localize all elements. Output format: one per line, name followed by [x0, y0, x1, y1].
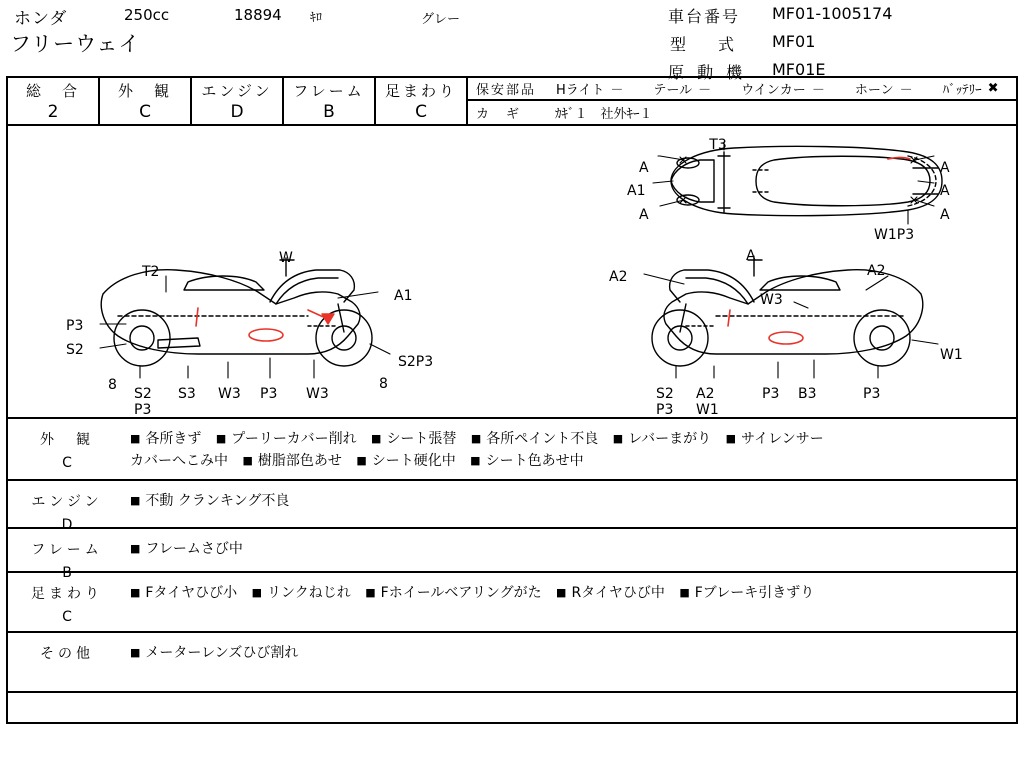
diagram-labels — [66, 137, 963, 417]
note-category-label: その他 — [40, 646, 94, 662]
grade-row — [6, 76, 1018, 126]
note-item: ■ シート色あせ中 — [470, 452, 584, 469]
note-line — [130, 451, 1010, 473]
grade-cell-suspension — [376, 78, 468, 124]
safety-label: 保安部品 — [476, 83, 537, 98]
safety-equipment-section — [468, 78, 1016, 124]
note-item: ■ フレームさび中 — [130, 541, 243, 557]
header — [6, 0, 1018, 82]
damage-mark-red — [196, 308, 198, 326]
key-value: ｶｷﾞ１ 社外ｷｰ１ — [555, 107, 653, 122]
grade-value: B — [323, 102, 335, 122]
note-items-blank — [126, 693, 1016, 722]
note-category-grade: D — [61, 517, 73, 533]
mileage-value: 18894 — [234, 6, 282, 24]
grade-label: 総 合 — [25, 82, 80, 100]
note-item: ■ 各所きず — [130, 431, 202, 447]
diagram-label: P3 — [656, 402, 674, 417]
diagram-label: A — [940, 160, 950, 176]
diagram-label: A — [746, 248, 756, 264]
grade-value: C — [139, 102, 151, 122]
key-label: カ ギ — [476, 107, 522, 122]
note-category-grade: B — [62, 565, 72, 581]
safety-item-name: テール — [653, 83, 693, 98]
damage-mark-red — [249, 329, 283, 341]
engine-value: MF01E — [772, 60, 826, 79]
safety-equipment-row — [468, 78, 1016, 101]
diagram-label: P3 — [134, 402, 152, 417]
note-item: ■ シート張替 — [371, 431, 457, 447]
note-items — [126, 633, 1016, 691]
type-value: MF01 — [772, 32, 816, 51]
safety-item-mark: ✖ — [987, 81, 999, 96]
diagram-label: S2 — [134, 386, 152, 402]
diagram-label: A2 — [696, 386, 715, 402]
note-category-label: 足まわり — [31, 586, 103, 602]
frame-number-label: 車台番号 — [668, 7, 741, 26]
note-item: ■ Fタイヤひび小 — [130, 585, 238, 601]
type-label: 型 式 — [670, 35, 743, 54]
note-category — [8, 419, 126, 479]
grade-value: C — [415, 102, 427, 122]
grade-cell-total — [8, 78, 100, 124]
diagram-label: B3 — [798, 386, 817, 402]
diagram-label: P3 — [66, 318, 84, 334]
grade-value: 2 — [47, 102, 59, 122]
engine-label: 原 動 機 — [668, 63, 747, 82]
note-row-frame — [8, 529, 1016, 581]
diagram-svg — [8, 126, 1016, 417]
diagram-label: A — [940, 207, 950, 223]
safety-item-name: ﾊﾞｯﾃﾘｰ — [942, 83, 982, 98]
note-row-suspension — [8, 573, 1016, 633]
note-item: ■ リンクねじれ — [251, 585, 351, 601]
diagram-label: 8 — [379, 376, 388, 392]
right-view-leaders — [644, 256, 938, 378]
safety-item-name: ウインカー — [741, 83, 806, 98]
note-line — [130, 429, 1010, 451]
model-name: フリーウェイ — [10, 32, 141, 56]
grade-label: エンジン — [201, 82, 273, 100]
note-item: ■ Fブレーキ引きずり — [679, 585, 815, 601]
safety-item-mark: － — [811, 83, 825, 98]
note-category-label: フレーム — [31, 542, 103, 558]
note-category — [8, 529, 126, 581]
note-item: ■ 各所ペイント不良 — [470, 431, 599, 447]
damage-mark-red — [769, 332, 803, 344]
diagram-label: S2 — [656, 386, 674, 402]
diagram-label: W3 — [306, 386, 329, 402]
displacement: 250cc — [124, 6, 170, 24]
diagram-label: W — [279, 250, 293, 266]
frame-number-value: MF01-1005174 — [772, 4, 893, 23]
diagram-label: 8 — [108, 377, 117, 393]
grade-value: D — [230, 102, 244, 122]
note-category-grade: C — [62, 455, 72, 471]
note-item: ■ プーリーカバー削れ — [215, 431, 357, 447]
diagram-label: A2 — [609, 269, 628, 285]
note-items — [126, 529, 1016, 571]
diagram-label: A1 — [394, 288, 413, 304]
diagram-label: S2 — [66, 342, 84, 358]
note-row-blank — [8, 693, 1016, 722]
note-item: ■ 樹脂部色あせ — [242, 452, 342, 469]
note-category-label: エンジン — [31, 494, 103, 510]
left-view-leaders — [100, 276, 390, 378]
diagram-label: A2 — [867, 263, 886, 279]
diagram-label: P3 — [863, 386, 881, 402]
diagram-label: S2P3 — [398, 354, 434, 370]
note-item: ■ サイレンサー — [725, 431, 824, 447]
note-category — [8, 481, 126, 533]
body-color: グレー — [421, 12, 461, 27]
note-category-label: 外 観 — [40, 432, 94, 448]
note-item: ■ 不動 クランキング不良 — [130, 493, 290, 509]
note-item: ■ Rタイヤひび中 — [556, 585, 665, 601]
note-category-grade: C — [62, 609, 72, 625]
note-item: ■ シート硬化中 — [356, 452, 456, 469]
diagram-label: W1 — [696, 402, 719, 417]
note-items — [126, 419, 1016, 479]
safety-item-mark: － — [899, 83, 913, 98]
note-items — [126, 481, 1016, 527]
diagram-label: A1 — [627, 183, 646, 199]
diagram-label: W1P3 — [874, 227, 915, 243]
damage-mark-red — [728, 310, 730, 326]
diagram-label: W3 — [760, 292, 783, 308]
note-item: ■ レバーまがり — [612, 431, 712, 447]
maker-name: ホンダ — [14, 9, 68, 29]
diagram-label: A — [639, 160, 649, 176]
diagram-label: T2 — [142, 264, 160, 280]
note-row-other — [8, 633, 1016, 693]
diagram-label: W1 — [940, 347, 963, 363]
note-items — [126, 573, 1016, 631]
mileage-unit: ｷﾛ — [310, 10, 323, 24]
note-row-exterior — [8, 419, 1016, 481]
condition-notes-table — [6, 419, 1018, 724]
top-view-drawing — [671, 146, 942, 215]
safety-item-mark: － — [610, 83, 624, 98]
note-item: ■ Fホイールベアリングがた — [365, 585, 542, 601]
note-row-engine — [8, 481, 1016, 533]
diagram-label: A — [940, 183, 950, 199]
note-category-blank — [8, 693, 126, 722]
safety-item-name: Hライト — [556, 83, 605, 98]
note-category — [8, 633, 126, 691]
diagram-label: S3 — [178, 386, 196, 402]
note-item: ■ メーターレンズひび割れ — [130, 645, 299, 661]
safety-item-mark: － — [698, 83, 712, 98]
grade-label: 足まわり — [384, 82, 457, 100]
diagram-label: W3 — [218, 386, 241, 402]
diagram-label: A — [639, 207, 649, 223]
note-category — [8, 573, 126, 631]
note-item: カバーへこみ中 — [130, 452, 228, 469]
damage-diagram — [6, 126, 1018, 419]
diagram-label: P3 — [260, 386, 278, 402]
grade-label: 外 観 — [117, 82, 172, 100]
diagram-label: T3 — [709, 137, 727, 153]
grade-cell-frame — [284, 78, 376, 124]
key-row — [468, 101, 1016, 124]
grade-cell-exterior — [100, 78, 192, 124]
safety-item-name: ホーン — [854, 83, 894, 98]
diagram-label: P3 — [762, 386, 780, 402]
grade-label: フレーム — [293, 82, 365, 100]
grade-cell-engine — [192, 78, 284, 124]
